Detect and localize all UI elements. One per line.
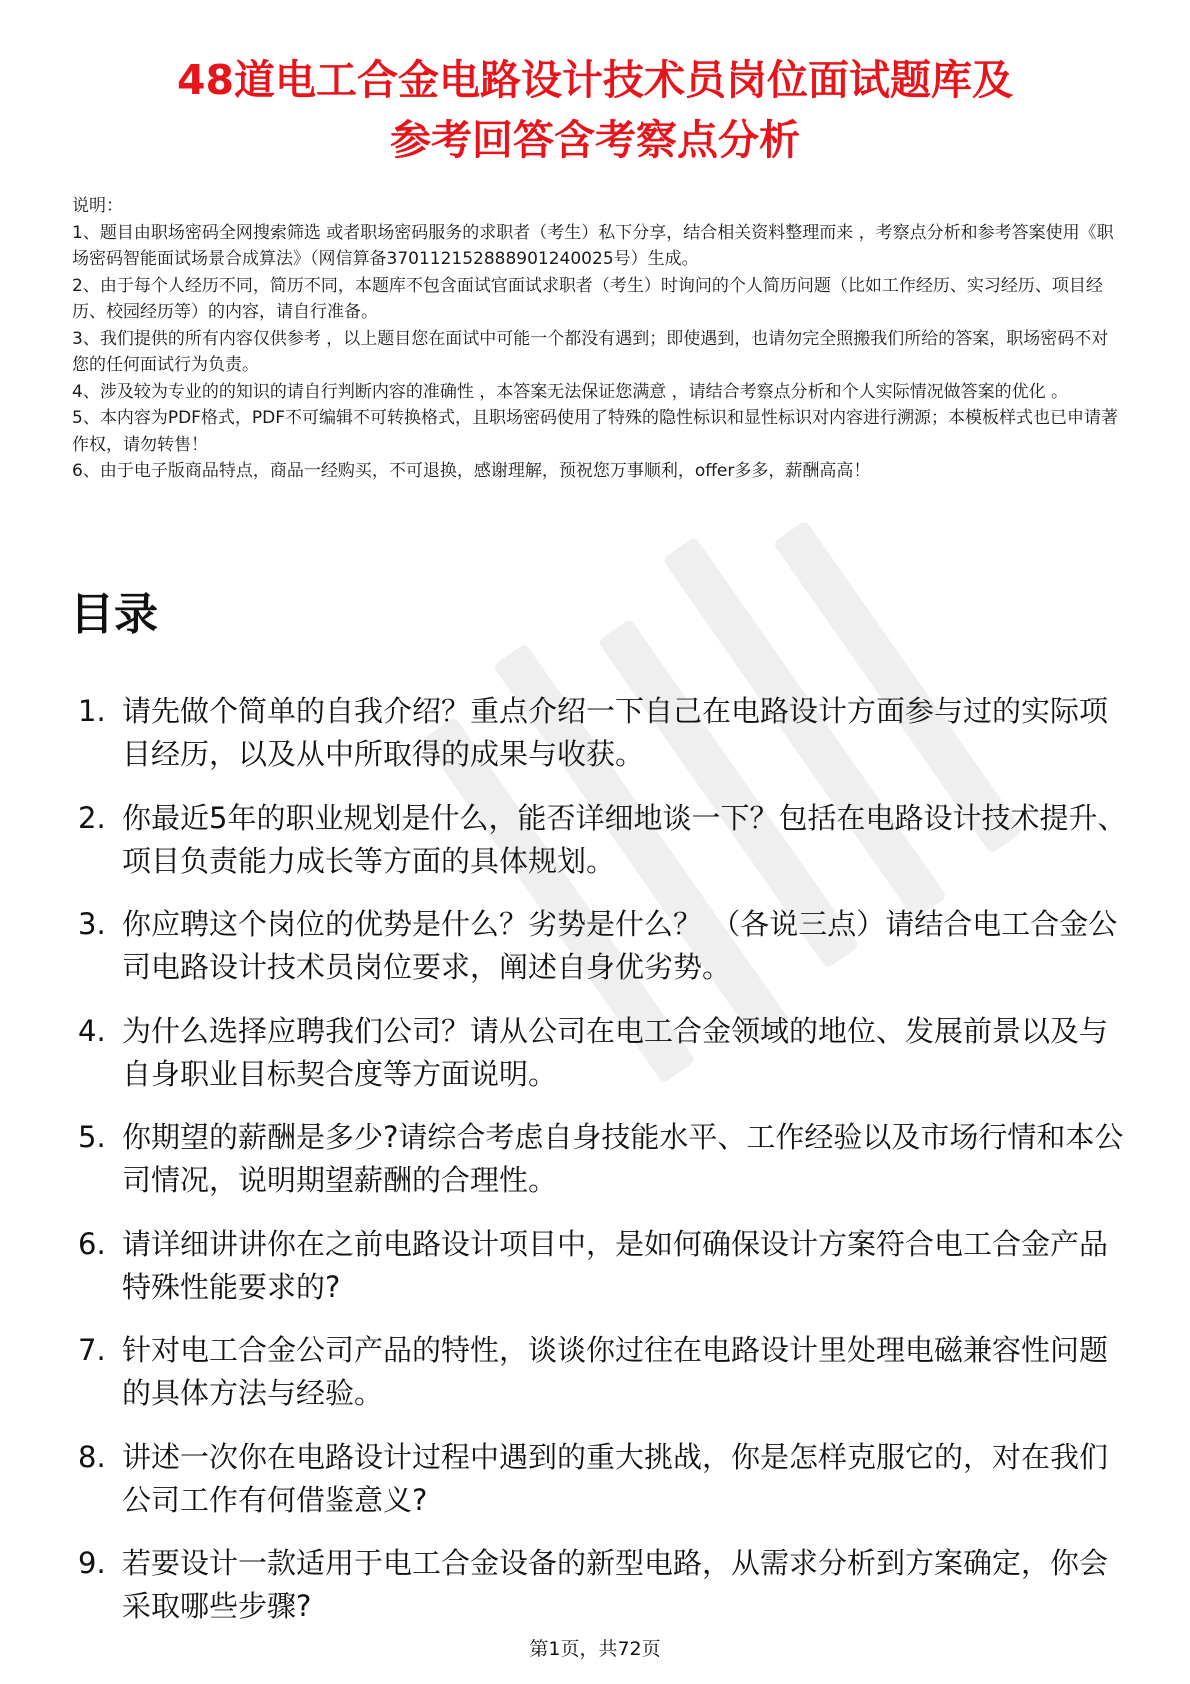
notice-item-6: 6、由于电子版商品特点，商品一经购买，不可退换，感谢理解，预祝您万事顺利，offer多多，薪酬高高！: [72, 461, 871, 481]
toc-list: [78, 690, 1128, 1649]
document-title: [60, 50, 1130, 170]
toc-item-text: 针对电工合金公司产品的特性，谈谈你过往在电路设计里处理电磁兼容性问题的具体方法与经验。: [122, 1333, 1109, 1410]
toc-item-number: 6.: [78, 1226, 106, 1261]
toc-item-text: 你最近5年的职业规划是什么，能否详细地谈一下？包括在电路设计技术提升、项目负责能力成长等方面的具体规划。: [122, 800, 1127, 878]
toc-item[interactable]: [78, 903, 1128, 989]
toc-item-text: 你期望的薪酬是多少?请综合考虑自身技能水平、工作经验以及市场行情和本公司情况，说明期望薪酬的合理性。: [122, 1120, 1124, 1197]
toc-item-text: 为什么选择应聘我们公司？请从公司在电工合金领域的地位、发展前景以及与自身职业目标契合度等方面说明。: [122, 1013, 1109, 1091]
notice-heading: 说明：: [72, 196, 123, 216]
notice-item-4: 4、涉及较为专业的的知识的请自行判断内容的准确性 ，本答案无法保证您满意 ，请结合考察点分析和个人实际情况做答案的优化 。: [72, 381, 1069, 402]
toc-item-number: 7.: [78, 1333, 106, 1367]
toc-item-number: 8.: [78, 1439, 106, 1474]
notice-item-5: 5、本内容为PDF格式，PDF不可编辑不可转换格式，且职场密码使用了特殊的隐性标识和显性标识对内容进行溯源；本模板样式也已申请著作权，请勿转售！: [72, 408, 1119, 455]
toc-item-number: 9.: [78, 1546, 106, 1580]
toc-item[interactable]: [78, 1116, 1128, 1202]
notice-item-3: 3、我们提供的所有内容仅供参考 ，以上题目您在面试中可能一个都没有遇到；即使遇到，也请勿完全照搬我们所给的答案，职场密码不对您的任何面试行为负责。: [72, 328, 1109, 375]
title-line-1: 48道电工合金电路设计技术员岗位面试题库及: [176, 56, 1014, 104]
toc-item-text: 请先做个简单的自我介绍？重点介绍一下自己在电路设计方面参与过的实际项目经历，以及从中所取得的成果与收获。: [122, 694, 1109, 771]
toc-heading: 目录: [70, 589, 158, 640]
toc-item-number: 5.: [78, 1120, 106, 1154]
toc-item-number: 2.: [78, 800, 106, 835]
toc-item-number: 1.: [78, 694, 106, 728]
toc-item-text: 你应聘这个岗位的优势是什么？劣势是什么？ （各说三点）请结合电工合金公司电路设计技术员岗位要求，阐述自身优劣势。: [122, 907, 1118, 984]
disclaimer-notice: [72, 193, 1122, 485]
notice-item-2: 2、由于每个人经历不同，简历不同，本题库不包含面试官面试求职者（考生）时询问的个人简历问题（比如工作经历、实习经历、项目经历、校园经历等）的内容，请自行准备。: [72, 275, 1103, 322]
toc-item[interactable]: [78, 1223, 1128, 1309]
page-footer: 第1页，共72页: [529, 1638, 661, 1660]
toc-item[interactable]: [78, 797, 1128, 883]
toc-item[interactable]: [78, 1010, 1128, 1096]
toc-item-text: 若要设计一款适用于电工合金设备的新型电路，从需求分析到方案确定，你会采取哪些步骤?: [122, 1546, 1109, 1623]
toc-item-number: 4.: [78, 1013, 106, 1048]
title-line-2: 参考回答含考察点分析: [390, 116, 800, 164]
toc-item[interactable]: [78, 690, 1128, 776]
toc-item-text: 请详细讲讲你在之前电路设计项目中，是如何确保设计方案符合电工合金产品特殊性能要求的?: [122, 1226, 1109, 1304]
toc-item[interactable]: [78, 1542, 1128, 1628]
toc-item[interactable]: [78, 1329, 1128, 1415]
notice-item-1: 1、题目由职场密码全网搜索筛选 或者职场密码服务的求职者（考生）私下分享，结合相关资料整理而来 ，考察点分析和参考答案使用《职场密码智能面试场景合成算法》（网信算备370112152888901240025号）生成。: [72, 222, 1114, 269]
toc-item-number: 3.: [78, 907, 106, 941]
toc-item[interactable]: [78, 1436, 1128, 1522]
toc-item-text: 讲述一次你在电路设计过程中遇到的重大挑战，你是怎样克服它的，对在我们公司工作有何借鉴意义?: [122, 1439, 1109, 1517]
